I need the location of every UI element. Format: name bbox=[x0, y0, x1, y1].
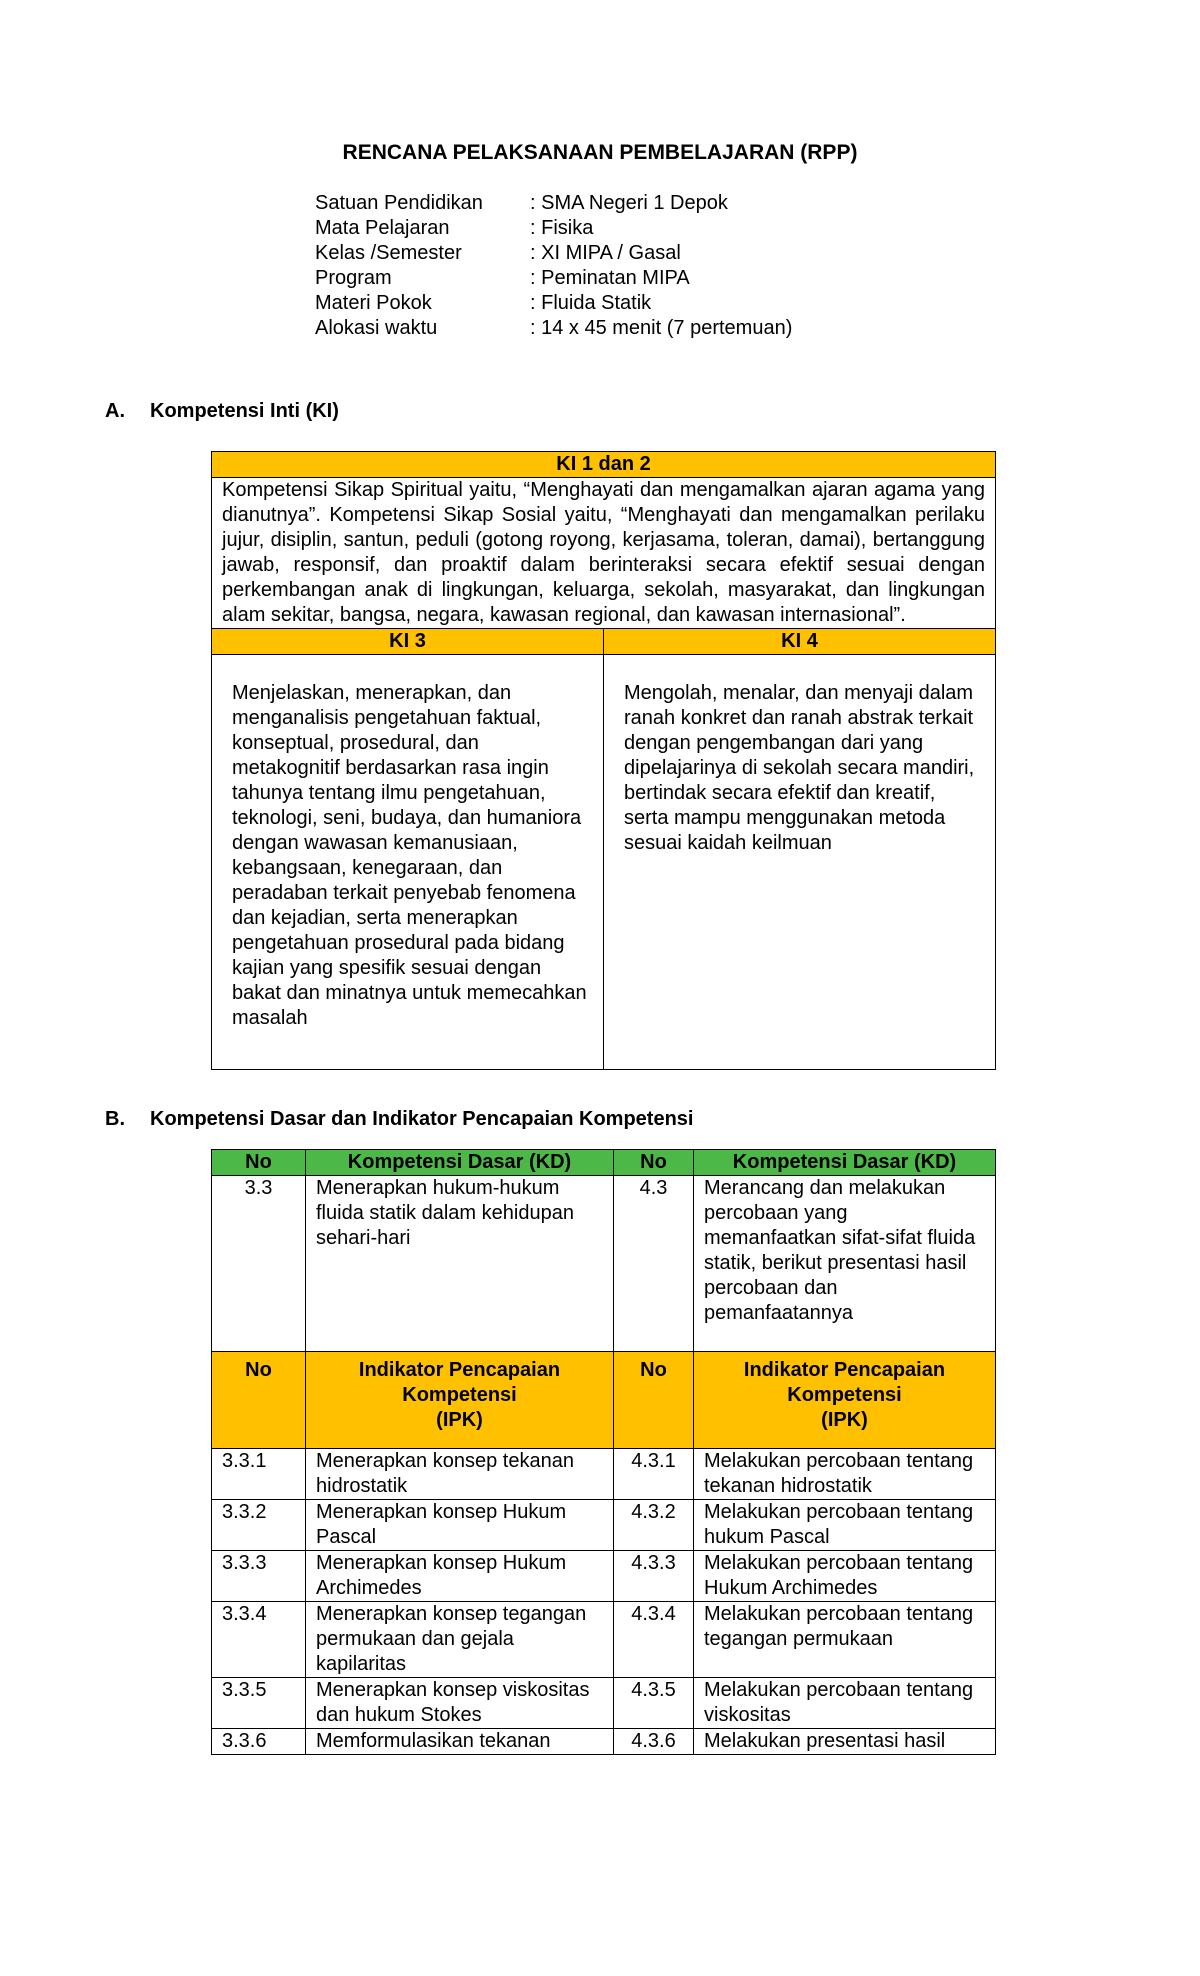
section-b-letter: B. bbox=[105, 1108, 125, 1130]
ipk-number: 3.3.3 bbox=[212, 1551, 306, 1602]
identity-key: Satuan Pendidikan bbox=[315, 192, 483, 214]
ipk-number: 4.3.3 bbox=[614, 1551, 694, 1602]
ipk-text: Melakukan presentasi hasil bbox=[694, 1729, 996, 1755]
ki-table bbox=[211, 451, 996, 1070]
identity-key: Alokasi waktu bbox=[315, 317, 438, 339]
ipk-header-line: Kompetensi bbox=[402, 1384, 517, 1406]
ipk-text: Menerapkan konsep tekanan hidrostatik bbox=[306, 1449, 614, 1500]
section-a-heading bbox=[105, 400, 339, 423]
ipk-number: 4.3.4 bbox=[614, 1602, 694, 1678]
identity-row bbox=[315, 291, 792, 316]
ki-12-header: KI 1 dan 2 bbox=[212, 452, 996, 478]
ipk-number: 3.3.2 bbox=[212, 1500, 306, 1551]
section-b-title: Kompetensi Dasar dan Indikator Pencapaian Kompetensi bbox=[150, 1108, 694, 1130]
ipk-header-line: (IPK) bbox=[821, 1409, 868, 1431]
kd-number: 4.3 bbox=[614, 1176, 694, 1352]
ipk-header bbox=[306, 1352, 614, 1449]
identity-key: Program bbox=[315, 267, 392, 289]
ki-4-text: Mengolah, menalar, dan menyaji dalam ranah konkret dan ranah abstrak terkait dengan pengembangan dari yang dipelajarinya di sekolah secara mandiri, bertindak secara efektif dan kreatif, serta mampu menggunakan metoda sesuai kaidah keilmuan bbox=[604, 655, 996, 1070]
ipk-header-line: Kompetensi bbox=[787, 1384, 902, 1406]
ipk-number: 3.3.6 bbox=[212, 1729, 306, 1755]
ipk-text: Menerapkan konsep Hukum Archimedes bbox=[306, 1551, 614, 1602]
ki-12-text: Kompetensi Sikap Spiritual yaitu, “Menghayati dan mengamalkan ajaran agama yang dianutnya”. Kompetensi Sikap Sosial yaitu, “Menghayati dan mengamalkan perilaku jujur, disiplin, santun, peduli (gotong royong, kerjasama, toleran, damai), bertanggung jawab, responsif, dan proaktif dalam berinteraksi secara efektif sesuai dengan perkembangan anak di lingkungan, keluarga, sekolah, masyarakat, dan lingkungan alam sekitar, bangsa, negara, kawasan regional, dan kawasan internasional”. bbox=[212, 478, 996, 629]
ipk-number: 3.3.1 bbox=[212, 1449, 306, 1500]
identity-value: : Fisika bbox=[530, 217, 594, 239]
identity-key: Mata Pelajaran bbox=[315, 217, 450, 239]
ipk-number: 3.3.5 bbox=[212, 1678, 306, 1729]
ipk-text: Menerapkan konsep tegangan permukaan dan gejala kapilaritas bbox=[306, 1602, 614, 1678]
kd-no-header: No bbox=[212, 1150, 306, 1176]
ipk-text: Menerapkan konsep Hukum Pascal bbox=[306, 1500, 614, 1551]
ipk-text: Melakukan percobaan tentang hukum Pascal bbox=[694, 1500, 996, 1551]
ki-3-header: KI 3 bbox=[212, 629, 604, 655]
ipk-text: Melakukan percobaan tentang tegangan permukaan bbox=[694, 1602, 996, 1678]
identity-row bbox=[315, 191, 792, 216]
identity-row bbox=[315, 241, 792, 266]
ki-4-header: KI 4 bbox=[604, 629, 996, 655]
kd-header: Kompetensi Dasar (KD) bbox=[306, 1150, 614, 1176]
ipk-no-header: No bbox=[212, 1352, 306, 1449]
ipk-number: 4.3.1 bbox=[614, 1449, 694, 1500]
section-b-heading bbox=[105, 1108, 693, 1131]
ipk-header-line: Indikator Pencapaian bbox=[743, 1359, 946, 1381]
identity-value: : XI MIPA / Gasal bbox=[530, 242, 681, 264]
ipk-number: 4.3.5 bbox=[614, 1678, 694, 1729]
kd-text: Menerapkan hukum-hukum fluida statik dalam kehidupan sehari-hari bbox=[306, 1176, 614, 1352]
identity-key: Materi Pokok bbox=[315, 292, 432, 314]
ipk-row bbox=[212, 1551, 996, 1602]
ipk-row bbox=[212, 1449, 996, 1500]
ipk-row bbox=[212, 1500, 996, 1551]
identity-key: Kelas /Semester bbox=[315, 242, 462, 264]
identity-table bbox=[315, 191, 792, 341]
ipk-text: Menerapkan konsep viskositas dan hukum Stokes bbox=[306, 1678, 614, 1729]
ipk-number: 3.3.4 bbox=[212, 1602, 306, 1678]
section-a-letter: A. bbox=[105, 400, 125, 422]
ipk-row bbox=[212, 1729, 996, 1755]
ipk-number: 4.3.6 bbox=[614, 1729, 694, 1755]
document-title: RENCANA PELAKSANAAN PEMBELAJARAN (RPP) bbox=[342, 141, 858, 164]
ipk-number: 4.3.2 bbox=[614, 1500, 694, 1551]
identity-row bbox=[315, 316, 792, 341]
ipk-row bbox=[212, 1678, 996, 1729]
ipk-text: Memformulasikan tekanan bbox=[306, 1729, 614, 1755]
kd-table bbox=[211, 1149, 996, 1755]
ipk-row bbox=[212, 1602, 996, 1678]
ipk-text: Melakukan percobaan tentang Hukum Archimedes bbox=[694, 1551, 996, 1602]
ipk-header-line: (IPK) bbox=[436, 1409, 483, 1431]
identity-value: : 14 x 45 menit (7 pertemuan) bbox=[530, 317, 793, 339]
kd-number: 3.3 bbox=[212, 1176, 306, 1352]
identity-value: : SMA Negeri 1 Depok bbox=[530, 192, 728, 214]
identity-row bbox=[315, 266, 792, 291]
ipk-header bbox=[694, 1352, 996, 1449]
kd-text: Merancang dan melakukan percobaan yang memanfaatkan sifat-sifat fluida statik, berikut presentasi hasil percobaan dan pemanfaatannya bbox=[694, 1176, 996, 1352]
ipk-text: Melakukan percobaan tentang tekanan hidrostatik bbox=[694, 1449, 996, 1500]
ki-3-text: Menjelaskan, menerapkan, dan menganalisis pengetahuan faktual, konseptual, prosedural, dan metakognitif berdasarkan rasa ingin tahunya tentang ilmu pengetahuan, teknologi, seni, budaya, dan humaniora dengan wawasan kemanusiaan, kebangsaan, kenegaraan, dan peradaban terkait penyebab fenomena dan kejadian, serta menerapkan pengetahuan prosedural pada bidang kajian yang spesifik sesuai dengan bakat dan minatnya untuk memecahkan masalah bbox=[212, 655, 604, 1070]
ipk-text: Melakukan percobaan tentang viskositas bbox=[694, 1678, 996, 1729]
kd-header: Kompetensi Dasar (KD) bbox=[694, 1150, 996, 1176]
ipk-no-header: No bbox=[614, 1352, 694, 1449]
section-a-title: Kompetensi Inti (KI) bbox=[150, 400, 339, 422]
identity-value: : Peminatan MIPA bbox=[530, 267, 690, 289]
ipk-header-line: Indikator Pencapaian bbox=[358, 1359, 561, 1381]
kd-no-header: No bbox=[614, 1150, 694, 1176]
identity-value: : Fluida Statik bbox=[530, 292, 652, 314]
identity-row bbox=[315, 216, 792, 241]
